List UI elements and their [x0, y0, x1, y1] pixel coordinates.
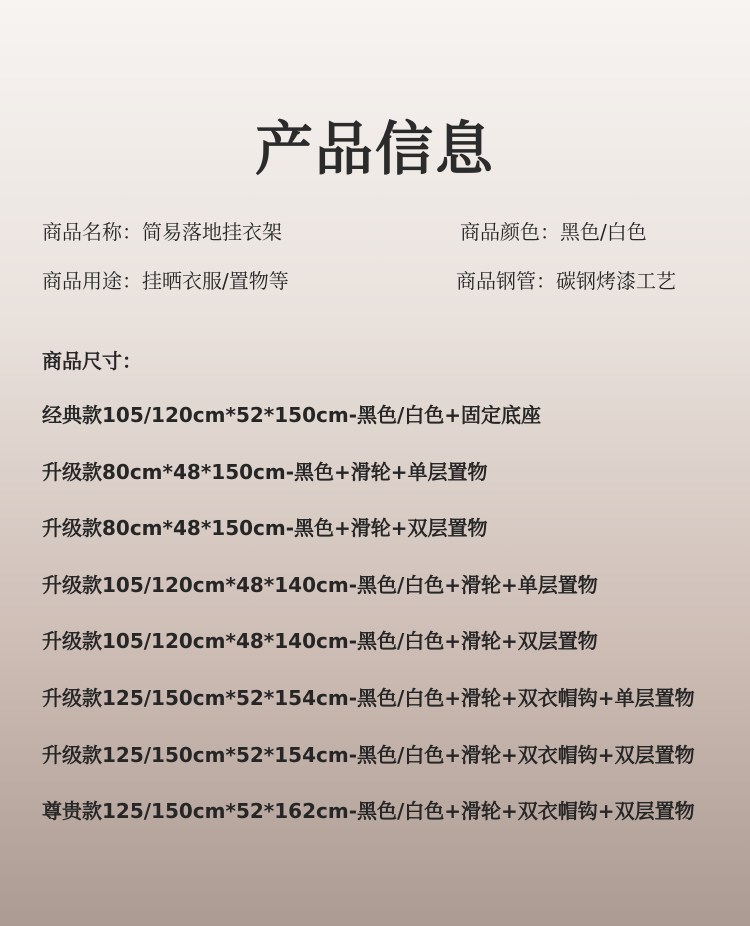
size-list [42, 398, 732, 851]
size-item: 升级款105/120cm*48*140cm-黑色/白色+滑轮+单层置物 [42, 572, 598, 597]
product-name: 商品名称：简易落地挂衣架 [42, 220, 282, 244]
product-usage: 商品用途：挂晒衣服/置物等 [42, 269, 289, 293]
size-item: 升级款80cm*48*150cm-黑色+滑轮+单层置物 [42, 459, 488, 484]
size-item: 经典款105/120cm*52*150cm-黑色/白色+固定底座 [42, 403, 542, 427]
size-item: 尊贵款125/150cm*52*162cm-黑色/白色+滑轮+双衣帽钩+双层置物 [42, 799, 695, 824]
page-title: 产品信息 [254, 115, 495, 183]
product-tube: 商品钢管：碳钢烤漆工艺 [456, 269, 676, 293]
size-heading: 商品尺寸： [42, 349, 142, 373]
product-color: 商品颜色：黑色/白色 [460, 220, 647, 244]
size-item: 升级款125/150cm*52*154cm-黑色/白色+滑轮+双衣帽钩+双层置物 [42, 742, 695, 767]
size-item: 升级款105/120cm*48*140cm-黑色/白色+滑轮+双层置物 [42, 629, 598, 654]
size-item: 升级款125/150cm*52*154cm-黑色/白色+滑轮+双衣帽钩+单层置物 [42, 685, 695, 710]
size-item: 升级款80cm*48*150cm-黑色+滑轮+双层置物 [42, 516, 488, 541]
